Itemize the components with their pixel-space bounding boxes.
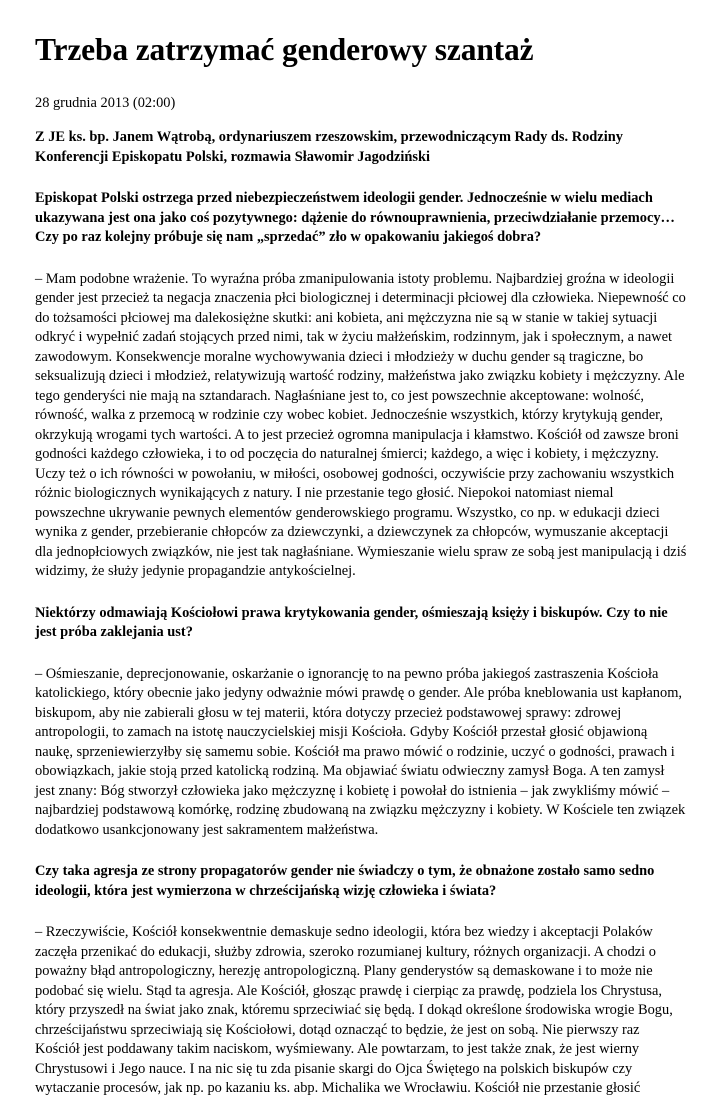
article-title: Trzeba zatrzymać genderowy szantaż xyxy=(35,32,534,67)
question-3: Czy taka agresja ze strony propagatorów gender nie świadczy o tym, że obnażone zostało samo sedno ideologii, która jest wymierzona w chrześcijańską wizję człowieka i świata? xyxy=(35,863,655,899)
article xyxy=(35,30,687,1099)
answer-1: – Mam podobne wrażenie. To wyraźna próba zmanipulowania istoty problemu. Najbardziej groźna w ideologii gender jest przecież ta negacja znaczenia płci biologicznej i determinacji płciowej dla człowieka. Niepewność co do tożsamości płciowej ma dalekosiężne skutki: ani kobieta, ani mężczyzna nie są w stanie w takiej sytuacji odkryć i wypełnić zadań stojących przed nimi, tak w życiu małżeńskim, rodzinnym, jak i społecznym, a nawet zawodowym. Konsekwencje moralne wychowywania dzieci i młodzieży w duchu gender są tragiczne, bo seksualizują dzieci i młodzież, relatywizują wartość rodziny, małżeństwa jako związku kobiety i mężczyzny. Ale tego genderyści nie mają na sztandarach. Nagłaśniane jest to, co jest powszechnie akceptowane: wolność, równość, walka z przemocą w rodzinie czy wobec kobiet. Jednocześnie wszystkich, którzy krytykują gender, okrzykują wrogami tych wartości. A to jest przecież ogromna manipulacja i kłamstwo. Kościół od zawsze broni godności każdego człowieka, i to od poczęcia do naturalnej śmierci; każdego, a więc i kobiety, i mężczyzny. Uczy też o ich równości w powołaniu, w miłości, osobowej godności, oczywiście przy zachowaniu wszystkich różnic biologicznych wynikających z natury. I nie przestanie tego głosić. Niepokoi natomiast niemal powszechne ukrywanie pewnych elementów genderowskiego programu. Wszystko, co np. w edukacji dzieci wynika z gender, przebieranie chłopców za dziewczynki, a dziewczynek za chłopców, wymuszanie akceptacji dla jednopłciowych związków, nie jest tak nagłaśniane. Wymieszanie wielu spraw ze sobą jest manipulacją i dziś widzimy, że służy jedynie propagandzie antykościelnej. xyxy=(35,270,687,579)
answer-3: – Rzeczywiście, Kościół konsekwentnie demaskuje sedno ideologii, która bez wiedzy i akceptacji Polaków zaczęła przenikać do edukacji, służby zdrowia, szeroko rozumianej kultury, różnych organizacji. A chodzi o poważny błąd antropologiczny, herezję antropologiczną. Plany genderystów są demaskowane i to może nie podobać się wielu. Stąd ta agresja. Ale Kościół, głosząc prawdę i cierpiąc za prawdę, podziela los Chrystusa, który przyszedł na świat jako znak, któremu sprzeciwiać się będą. I dokąd określone środowiska wrogie Bogu, chrześcijaństwu sprzeciwiają się Kościołowi, dotąd oznacząć to będzie, że jest on sobą. Nie pierwszy raz Kościół jest poddawany takim naciskom, wyśmiewany. Ale powtarzam, to jest także znak, że jest wierny Chrystusowi i Jego nauce. I na nic się tu zda pisanie skargi do Ojca Świętego na polskich biskupów czy wytaczanie procesów, jak np. po kazaniu ks. abp. Michalika we Wrocławiu. Kościół nie przestanie głosić xyxy=(35,924,673,1096)
question-1: Episkopat Polski ostrzega przed niebezpieczeństwem ideologii gender. Jednocześnie w wielu mediach ukazywana jest ona jako coś pozytywnego: dążenie do równouprawnienia, przeciwdziałanie przemocy… Czy po raz kolejny próbuje się nam „sprzedać” zło w opakowaniu jakiegoś dobra? xyxy=(35,190,675,245)
question-2: Niektórzy odmawiają Kościołowi prawa krytykowania gender, ośmieszają księży i biskupów. Czy to nie jest próba zaklejania ust? xyxy=(35,604,668,640)
answer-2: – Ośmieszanie, deprecjonowanie, oskarżanie o ignorancję to na pewno próba jakiegoś zastraszenia Kościoła katolickiego, który obecnie jako jedyny odważnie mówi prawdę o gender. Ale próba kneblowania ust kapłanom, biskupom, aby nie zabierali głosu w tej materii, która dotyczy przecież podstawowej sprawy: zdrowej antropologii, to zamach na istotę nauczycielskiej misji Kościoła. Gdyby Kościół przestał głosić objawioną naukę, sprzeniewierzyłby się samemu sobie. Kościół ma prawo mówić o rodzinie, uczyć o godności, prawach i obowiązkach, jakie stoją przed katolicką rodziną. Ma objawiać światu odwieczny zamysł Boga. A ten zamysł jest znany: Bóg stworzył człowieka jako mężczyznę i kobietę i powołał do istnienia – jak zwykliśmy mówić – najbardziej podstawową komórkę, rodzinę zbudowaną na związku mężczyzny i kobiety. W Kościele ten związek dodatkowo usankcjonowany jest sakramentem małżeństwa. xyxy=(35,665,686,838)
article-intro: Z JE ks. bp. Janem Wątrobą, ordynariuszem rzeszowskim, przewodniczącym Rady ds. Rodziny Konferencji Episkopatu Polski, rozmawia Sławomir Jagodziński xyxy=(35,129,623,165)
article-date: 28 grudnia 2013 (02:00) xyxy=(35,95,176,111)
